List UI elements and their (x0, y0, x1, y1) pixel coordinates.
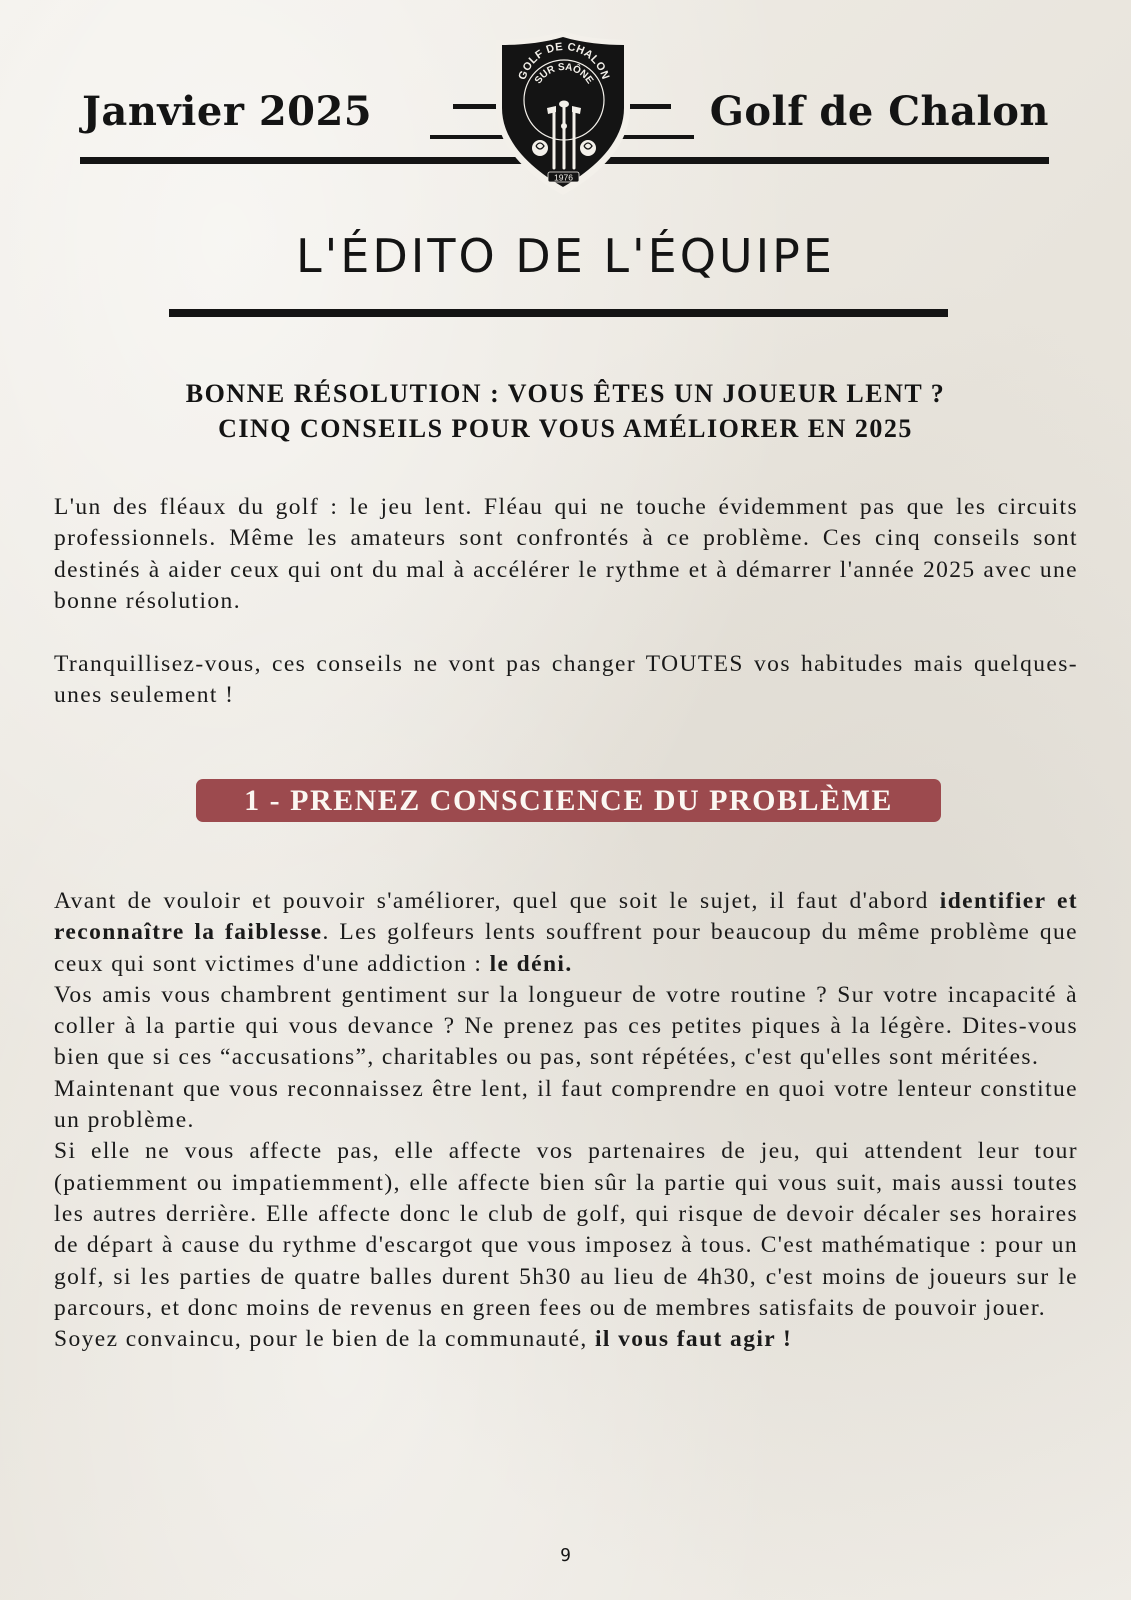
paragraph-friends: Vos amis vous chambrent gentiment sur la longueur de votre routine ? Sur votre incapacité à coller à la partie qui vous devance ? Ne prenez pas ces petites piques à la légère. Dites-vous bien que si ces “accusations”, charitables ou pas, sont répétées, c'est qu'elles sont méritées. (54, 981, 1078, 1071)
reassurance-text: Tranquillisez-vous, ces conseils ne vont pas changer TOUTES vos habitudes mais quelques-unes seulement ! (54, 651, 1078, 709)
reassurance-paragraph (54, 649, 1078, 712)
intro-text: L'un des fléaux du golf : le jeu lent. Fléau qui ne touche évidemment pas que les circuits professionnels. Même les amateurs sont confrontés à ce problème. Ces cinq conseils sont destinés à aider ceux qui ont du mal à accélérer le rythme et à démarrer l'année 2025 avec une bonne résolution. (54, 494, 1078, 614)
p1-bold-weakness: identifier et reconnaître la faiblesse (54, 888, 1079, 946)
paragraph-impact: Si elle ne vous affecte pas, elle affecte vos partenaires de jeu, qui attendent leur tour (patiemment ou impatiemment), elle affecte bien sûr la partie qui vous suit, mais aussi toutes les autres derrière. Elle affecte donc le club de golf, qui risque de devoir décaler ses horaires de départ à cause du rythme d'escargot que vous imposez à tous. C'est mathématique : pour un golf, si les parties de quatre balles durent 5h30 au lieu de 4h30, c'est moins de joueurs sur le parcours, et donc moins de revenus en green fees ou de membres satisfaits de pouvoir jouer. (54, 1138, 1078, 1321)
issue-date: Janvier 2025 (82, 88, 373, 135)
club-name: Golf de Chalon (709, 88, 1049, 135)
subtitle-line-1: BONNE RÉSOLUTION : VOUS ÊTES UN JOUEUR LENT ? (185, 379, 946, 408)
crest-year: 1976 (554, 172, 573, 183)
crest-text-mid: SUR SAÔNE (532, 61, 596, 87)
p1-bold-denial: le déni. (489, 950, 573, 977)
subtitle-line-2: CINQ CONSEILS POUR VOUS AMÉLIORER EN 2025 (218, 414, 913, 443)
paragraph-understand: Maintenant que vous reconnaissez être lent, il faut comprendre en quoi votre lenteur constitue un problème. (54, 1075, 1078, 1134)
section-1-body (54, 886, 1078, 1355)
p1-text-a: Avant de vouloir et pouvoir s'améliorer, quel que soit le sujet, il faut d'abord (54, 888, 940, 914)
p5-bold-act: il vous faut agir ! (594, 1326, 793, 1353)
page-number: 9 (560, 1545, 571, 1566)
paragraph-act (54, 1324, 1078, 1355)
section-heading-1: 1 - PRENEZ CONSCIENCE DU PROBLÈME (196, 779, 941, 822)
paragraph-denial (54, 886, 1078, 980)
p1-text-b: . Les golfeurs lents souffrent pour beaucoup du même problème que ceux qui sont victimes d'une addiction : (54, 919, 1078, 977)
p5-text: Soyez convaincu, pour le bien de la communauté, (54, 1326, 595, 1353)
intro-paragraph (54, 492, 1078, 617)
golf-club-crest-icon (492, 28, 634, 198)
article-subtitle (0, 376, 1131, 446)
title-rule (169, 309, 948, 317)
crest-text-top: GOLF DE CHALON (516, 40, 612, 82)
page-title: L'ÉDITO DE L'ÉQUIPE (296, 229, 835, 283)
